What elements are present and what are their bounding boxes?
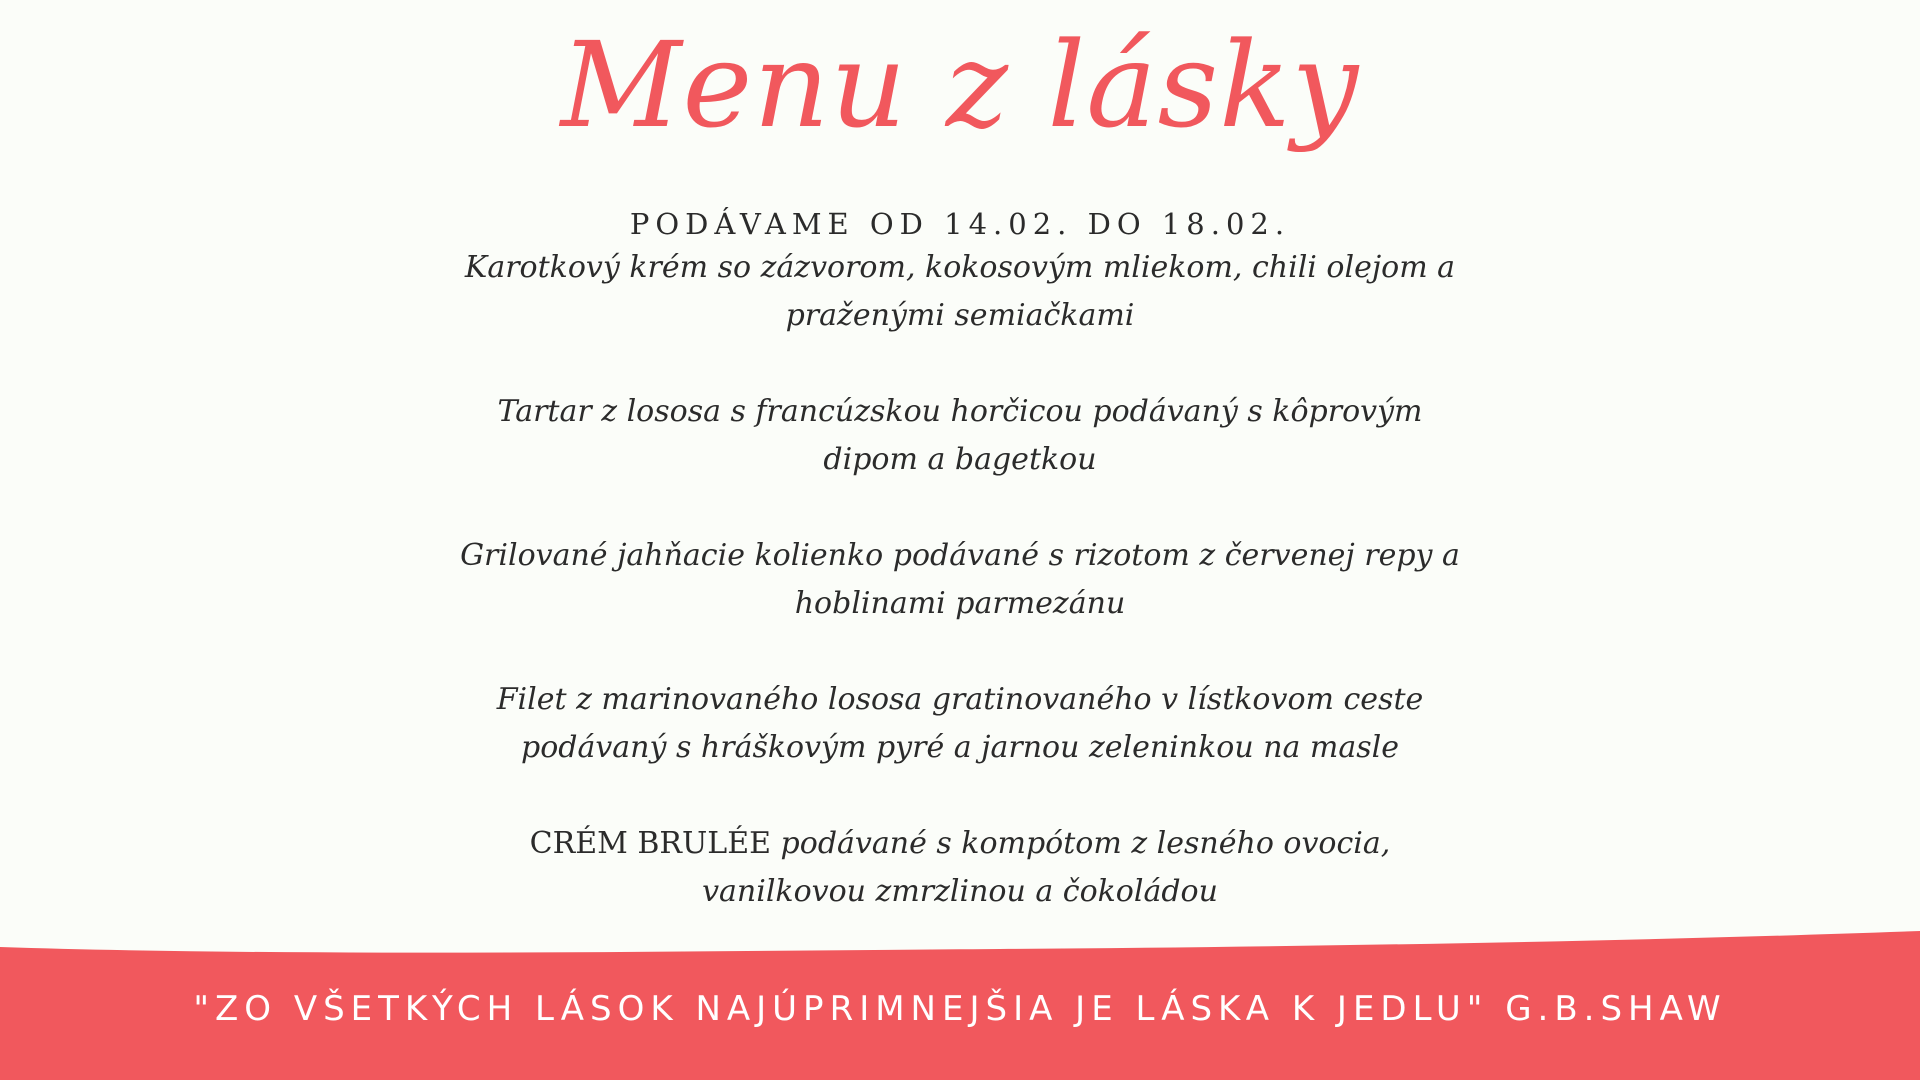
dessert-name: CRÉM BRULÉE bbox=[529, 826, 772, 861]
footer-quote: "ZO VŠETKÝCH LÁSOK NAJÚPRIMNEJŠIA JE LÁSKA K JEDLU" G.B.SHAW bbox=[193, 989, 1727, 1029]
dish-line: Tartar z lososa s francúzskou horčicou podávaný s kôprovým bbox=[497, 394, 1423, 429]
dish-line: hoblinami parmezánu bbox=[794, 586, 1126, 621]
dish-line: praženými semiačkami bbox=[785, 298, 1135, 333]
dish-item bbox=[430, 532, 1490, 628]
dish-line: vanilkovou zmrzlinou a čokoládou bbox=[702, 874, 1218, 909]
serving-dates: PODÁVAME OD 14.02. DO 18.02. bbox=[629, 207, 1291, 241]
menu-title: Menu z lásky bbox=[560, 16, 1360, 154]
dish-list bbox=[430, 244, 1490, 964]
dish-line: dipom a bagetkou bbox=[823, 442, 1097, 477]
dish-line: Filet z marinovaného lososa gratinovaného v lístkovom ceste bbox=[496, 682, 1424, 717]
dish-item bbox=[430, 820, 1490, 916]
dish-item bbox=[430, 676, 1490, 772]
dish-line: Karotkový krém so zázvorom, kokosovým mliekom, chili olejom a bbox=[464, 250, 1456, 285]
dish-line-rest: podávané s kompótom z lesného ovocia, bbox=[771, 826, 1391, 861]
dish-item bbox=[430, 388, 1490, 484]
dish-line: podávaný s hráškovým pyré a jarnou zeleninkou na masle bbox=[520, 730, 1400, 765]
dish-line bbox=[430, 820, 1490, 868]
dish-item bbox=[430, 244, 1490, 340]
dish-line: Grilované jahňacie kolienko podávané s rizotom z červenej repy a bbox=[460, 538, 1460, 573]
